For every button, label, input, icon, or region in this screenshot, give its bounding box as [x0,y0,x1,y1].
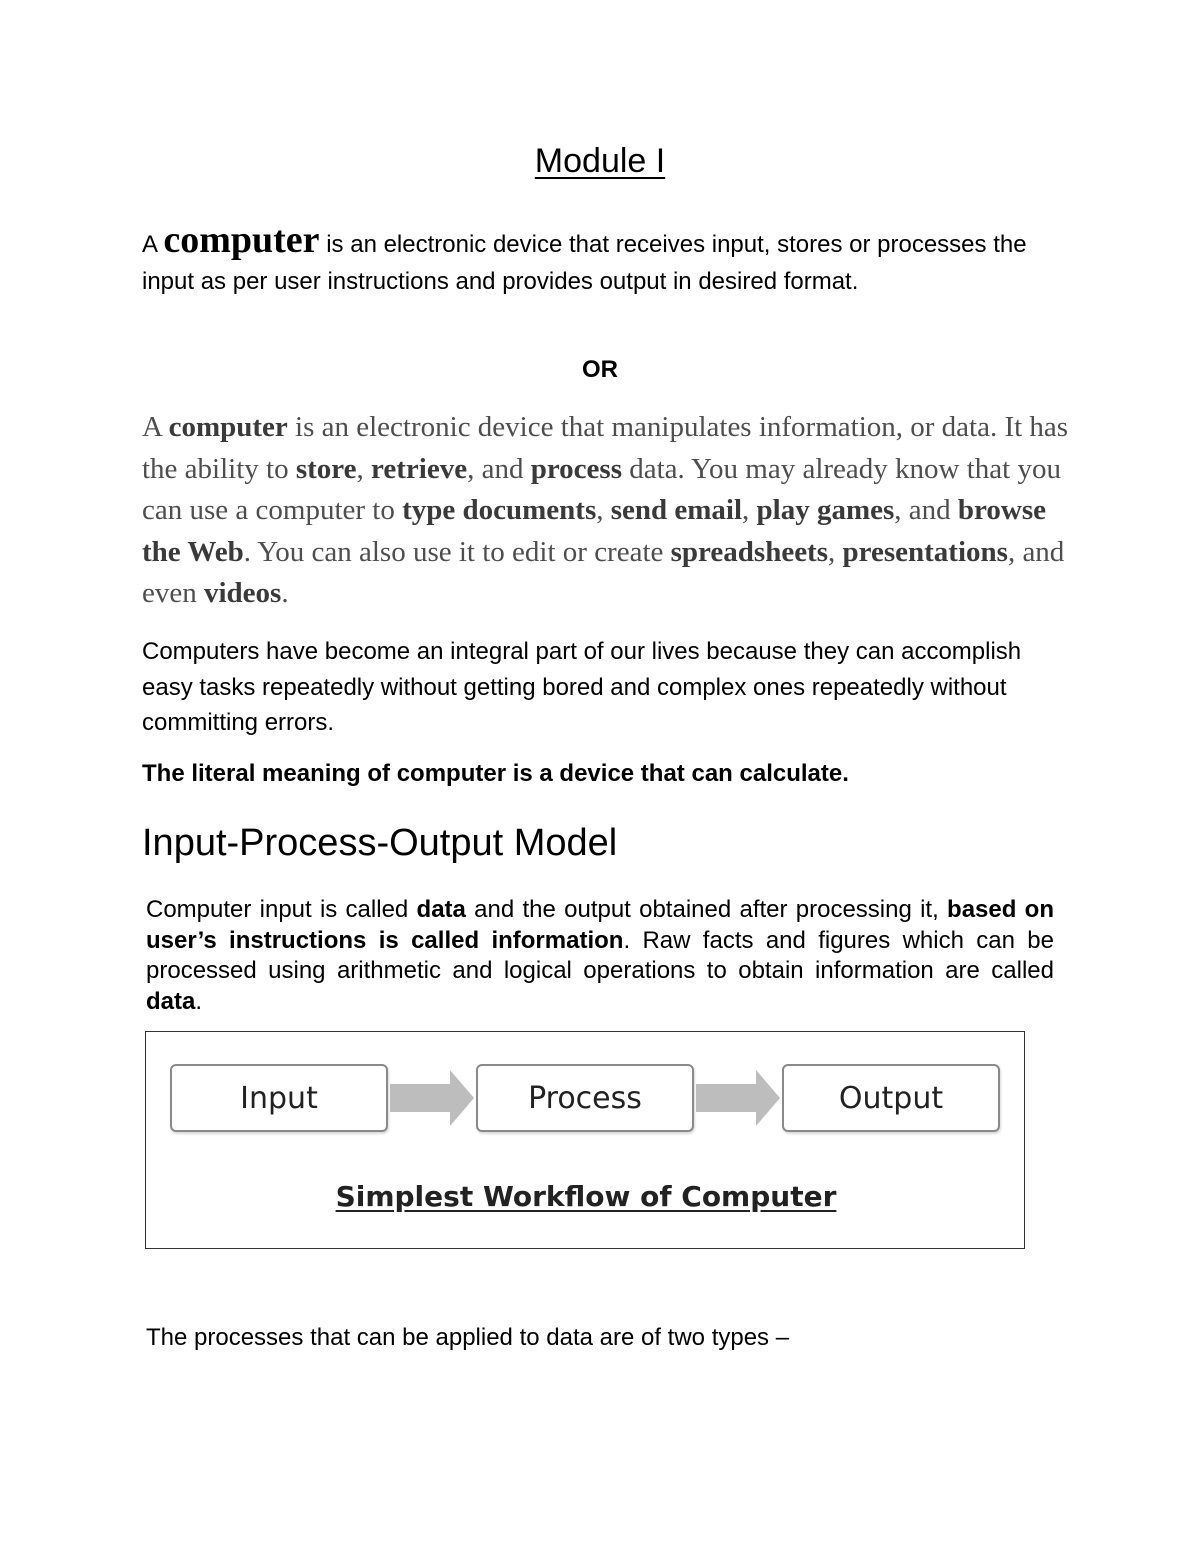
section-heading-ipo-model: Input-Process-Output Model [142,822,618,864]
workflow-figure [145,1031,1025,1249]
definition-text: is an electronic device that receives input, stores or processes the input as per user instructions and provides output in desired format. [142,231,1027,295]
bold-run: type documents [402,494,597,526]
bold-run: computer [168,411,288,443]
right-arrow-icon [390,1070,474,1126]
term-computer: computer [163,219,320,261]
bold-run: based on user’s instructions is called information [146,896,1054,954]
bold-run: data [146,987,196,1015]
text-run: is an electronic device that manipulates information, or data. It has the ability to [142,411,1069,485]
bold-run: data [416,896,466,923]
text-run: Computer input is called [146,896,417,923]
text-run: A [142,411,169,443]
definition-paragraph-2 [142,407,1072,615]
flow-box-process: Process [476,1064,694,1132]
text-run: . [195,987,203,1015]
definition-paragraph-1 [142,219,1042,300]
or-separator: OR [582,356,618,383]
arrow-shape [696,1070,780,1126]
text-run: data. You may already know that you can use a computer to [142,452,1061,526]
figure-caption: Simplest Workflow of Computer [335,1180,837,1213]
arrow-shape [390,1070,474,1126]
text-run: , and even [142,535,1065,609]
text-run: and the output obtained after processing it, [465,896,948,923]
page-title: Module I [534,142,666,180]
text-run: . Raw facts and figures which can be processed using arithmetic and logical operations to obtain information are called [146,926,1054,984]
right-arrow-icon [696,1070,780,1126]
bold-run: presentations [842,535,1008,568]
bold-run: retrieve [371,452,468,485]
bold-run: send email [610,494,743,526]
text-run: , [828,535,843,568]
bold-run: spreadsheets [670,535,829,568]
bold-run: store [295,452,357,485]
flow-box-input: Input [170,1064,388,1132]
text-run: . [281,577,289,609]
text-run: , [596,494,611,526]
text-run: , [742,494,757,526]
article-a: A [142,231,157,258]
bold-run: browse the Web [142,494,1046,568]
bold-run: process [530,452,622,485]
text-run: , and [894,494,958,526]
ipo-description-paragraph [146,895,1054,1017]
bold-run: play games [756,494,895,526]
text-run: . You can also use it to edit or create [243,535,671,568]
flow-box-output: Output [782,1064,1000,1132]
literal-meaning-statement: The literal meaning of computer is a device that can calculate. [142,760,849,787]
text-run: , [356,452,372,485]
bold-run: videos [204,577,282,609]
integral-part-paragraph: Computers have become an integral part of our lives because they can accomplish easy tasks repeatedly without getting bored and complex ones repeatedly without committing errors. [142,638,1022,736]
process-types-intro: The processes that can be applied to data are of two types – [146,1324,790,1351]
text-run: , and [467,452,531,485]
